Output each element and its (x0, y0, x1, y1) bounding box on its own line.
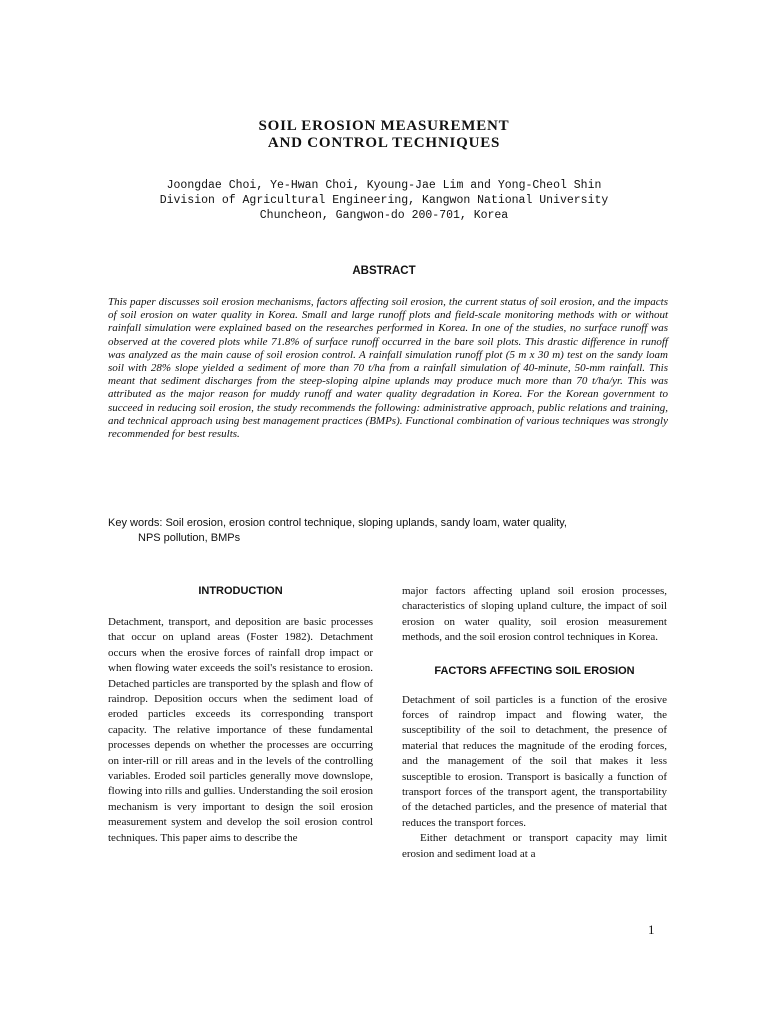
introduction-continued: major factors affecting upland soil erosion processes, characteristics of sloping upland culture, the impact of soil erosion on water quality, soil erosion measurement methods, and the soil erosion control techniques in Korea. (402, 585, 667, 644)
author-block (0, 178, 768, 223)
introduction-paragraph: Detachment, transport, and deposition are basic processes that occur on upland areas (Foster 1982). Detachment occurs when the erosive forces of rainfall drop impact or when flowing water exceeds the soil's resistance to erosion. Detached particles are transported by the splash and flow of raindrop. Deposition occurs when the sediment load of eroded particles exceeds its corresponding transport capacity. The relative importance of these fundamental processes depends on whether the processes are occurring on inter-rill or rill areas and in the levels of the controlling variables. Eroded soil particles generally move downslope, flowing into rills and gullies. Understanding the soil erosion mechanism is very important to design the soil erosion measurement system and develop the soil erosion control techniques. This paper aims to describe the (108, 616, 373, 844)
abstract-text: This paper discusses soil erosion mechanisms, factors affecting soil erosion, the current status of soil erosion, and the impacts of soil erosion on water quality in Korea. Small and large runoff plots and field-scale monitoring methods with or without rainfall simulation were explained based on the researches performed in Korea. In one of the studies, no surface runoff was observed at the covered plots while 71.8% of surface runoff occurred in the bare soil plots. This drastic difference in runoff was analyzed as the main cause of soil erosion control. A rainfall simulation runoff plot (5 m x 30 m) test on the sandy loam soil with 28% slope yielded a sediment of more than 70 t/ha from a rainfall simulation of 40-minute, 50-mm rainfall. This meant that sediment discharges from the steep-sloping alpine uplands may produce much more than 70 t/ha/yr. This was attributed as the major reason for muddy runoff and water quality degradation in Korea. For the Korean government to succeed in reducing soil erosion, the study recommends the following: administrative approach, public relations and training, and technical approach using best management practices (BMPs). Functional combination of various techniques was strongly recommended for best results. (108, 296, 668, 441)
keywords (108, 516, 668, 545)
factors-heading: FACTORS AFFECTING SOIL EROSION (434, 664, 635, 677)
right-column (402, 584, 667, 862)
abstract-heading: ABSTRACT (352, 265, 416, 277)
page-number: 1 (648, 922, 655, 937)
paper-title (0, 118, 768, 152)
author-address: Chuncheon, Gangwon-do 200-701, Korea (259, 209, 509, 222)
left-column (108, 584, 373, 846)
keywords-line-1: Key words: Soil erosion, erosion control technique, sloping uplands, sandy loam, water quality, (108, 517, 567, 529)
introduction-heading: INTRODUCTION (198, 585, 283, 597)
factors-paragraph-2: Either detachment or transport capacity may limit erosion and sediment load at a (402, 832, 667, 860)
author-names: Joongdae Choi, Ye-Hwan Choi, Kyoung-Jae Lim and Yong-Cheol Shin (166, 179, 602, 192)
factors-paragraph-1: Detachment of soil particles is a function of the erosive forces of raindrop impact and flowing water, the susceptibility of the soil to detachment, the presence of material that reduces the magnitude of the eroding forces, and the management of the soil that makes it less susceptible to erosion. Transport is basically a function of transport forces of the transport agent, the transportability of the detached particles, and the presence of material that reduces the transport forces. (402, 693, 667, 829)
title-line-1: SOIL EROSION MEASUREMENT (258, 118, 510, 134)
keywords-line-2: NPS pollution, BMPs (138, 531, 241, 544)
author-affiliation: Division of Agricultural Engineering, Kangwon National University (159, 194, 609, 207)
title-line-2: AND CONTROL TECHNIQUES (267, 135, 501, 151)
